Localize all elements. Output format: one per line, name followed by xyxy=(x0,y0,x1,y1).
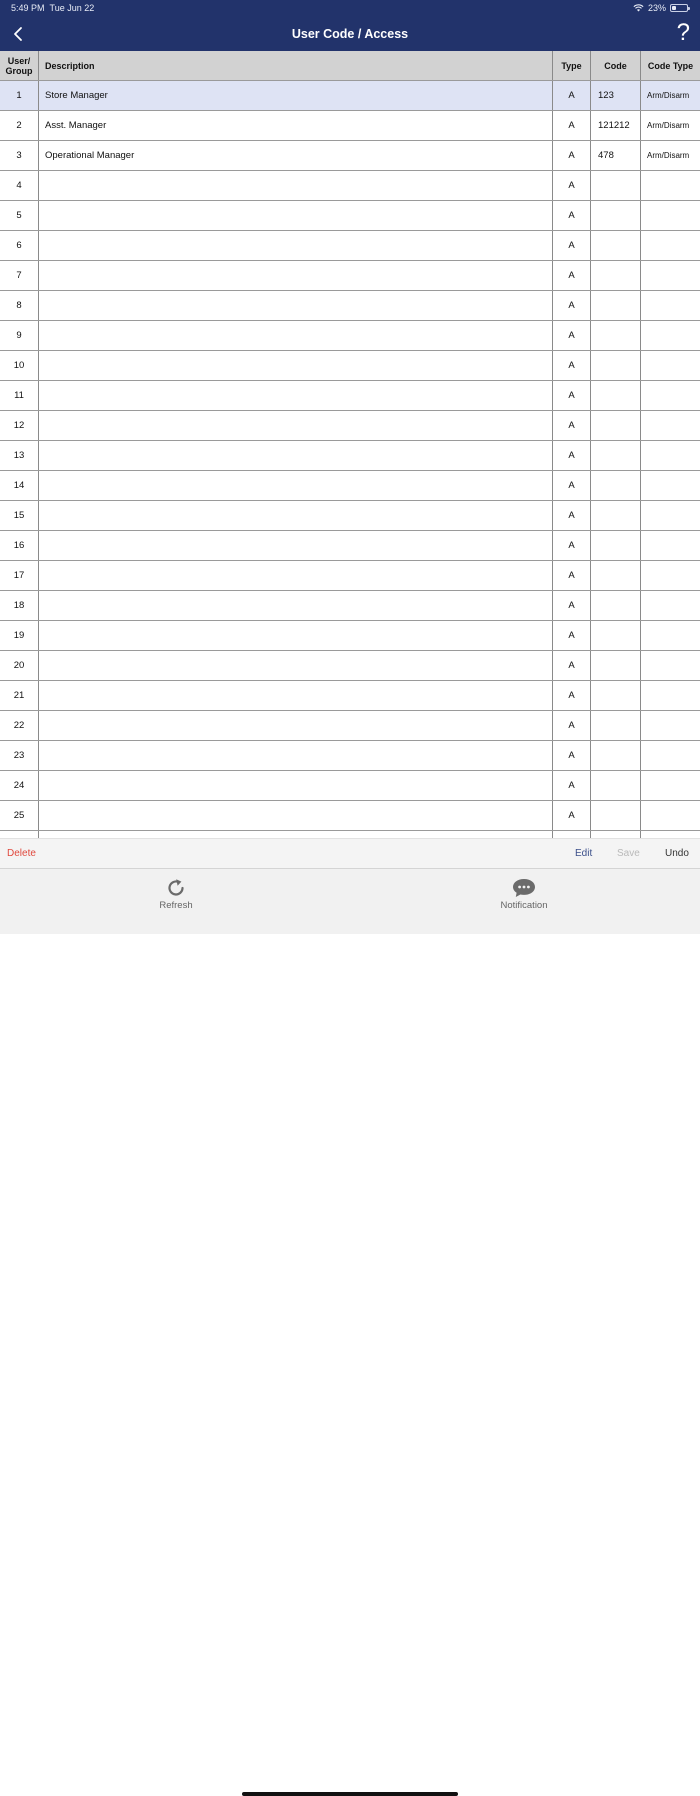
cell-code-type xyxy=(640,351,700,380)
table-row[interactable] xyxy=(0,741,700,771)
cell-description xyxy=(38,771,552,800)
wifi-icon xyxy=(633,4,644,12)
table-row[interactable] xyxy=(0,201,700,231)
status-bar-right xyxy=(633,3,688,13)
cell-description xyxy=(38,411,552,440)
cell-description xyxy=(38,651,552,680)
cell-user-group: 9 xyxy=(16,330,22,341)
cell-type: A xyxy=(552,201,590,230)
delete-button[interactable]: Delete xyxy=(7,848,36,859)
cell-code-type: Arm/Disarm xyxy=(640,81,700,110)
tab-refresh-label: Refresh xyxy=(159,900,193,911)
cell-type: A xyxy=(552,411,590,440)
cell-code xyxy=(590,231,640,260)
table-body xyxy=(0,81,700,861)
cell-description xyxy=(38,381,552,410)
navigation-bar xyxy=(0,0,700,51)
bottom-tab-bar xyxy=(0,868,700,934)
cell-type: A xyxy=(552,561,590,590)
cell-description xyxy=(38,621,552,650)
header-user-line2: Group xyxy=(5,65,33,76)
cell-code xyxy=(590,651,640,680)
cell-code-type xyxy=(640,471,700,500)
table-row[interactable] xyxy=(0,711,700,741)
cell-description xyxy=(38,531,552,560)
cell-code xyxy=(590,171,640,200)
cell-description xyxy=(38,291,552,320)
cell-type: A xyxy=(552,801,590,830)
table-row[interactable] xyxy=(0,261,700,291)
cell-code-type xyxy=(640,411,700,440)
battery-percent: 23% xyxy=(647,3,666,13)
cell-user-group: 15 xyxy=(13,510,25,521)
cell-description: Store Manager xyxy=(38,81,552,110)
battery-icon xyxy=(670,4,688,12)
tab-refresh[interactable] xyxy=(131,877,221,911)
cell-type: A xyxy=(552,591,590,620)
edit-button[interactable]: Edit xyxy=(575,848,593,859)
cell-user-group: 18 xyxy=(13,600,25,611)
cell-type: A xyxy=(552,261,590,290)
cell-description: Asst. Manager xyxy=(38,111,552,140)
cell-code xyxy=(590,741,640,770)
cell-code-type xyxy=(640,261,700,290)
cell-user-group: 17 xyxy=(13,570,25,581)
cell-description xyxy=(38,321,552,350)
table-row[interactable] xyxy=(0,81,700,111)
cell-code-type xyxy=(640,291,700,320)
cell-code xyxy=(590,411,640,440)
header-code: Code xyxy=(590,51,640,80)
cell-code-type xyxy=(640,801,700,830)
cell-description xyxy=(38,471,552,500)
cell-code-type xyxy=(640,201,700,230)
tab-notification-label: Notification xyxy=(500,900,548,911)
cell-code: 123 xyxy=(590,81,640,110)
table-row[interactable] xyxy=(0,801,700,831)
home-indicator xyxy=(242,1792,458,1796)
table-row[interactable] xyxy=(0,171,700,201)
cell-code xyxy=(590,351,640,380)
table-row[interactable] xyxy=(0,501,700,531)
cell-user-group: 11 xyxy=(14,390,24,401)
cell-code xyxy=(590,381,640,410)
help-button[interactable]: ? xyxy=(676,19,690,46)
cell-type: A xyxy=(552,291,590,320)
cell-type: A xyxy=(552,471,590,500)
cell-description xyxy=(38,801,552,830)
cell-code-type xyxy=(640,381,700,410)
cell-user-group: 22 xyxy=(13,720,25,731)
cell-user-group: 4 xyxy=(16,180,22,191)
cell-type: A xyxy=(552,501,590,530)
cell-code xyxy=(590,501,640,530)
cell-code-type xyxy=(640,531,700,560)
cell-user-group: 5 xyxy=(16,210,22,221)
cell-type: A xyxy=(552,81,590,110)
cell-code-type xyxy=(640,561,700,590)
cell-description xyxy=(38,741,552,770)
cell-description: Operational Manager xyxy=(38,141,552,170)
undo-button[interactable]: Undo xyxy=(665,848,689,859)
cell-description xyxy=(38,711,552,740)
cell-user-group: 16 xyxy=(13,540,25,551)
cell-code-type: Arm/Disarm xyxy=(640,111,700,140)
table-row[interactable] xyxy=(0,231,700,261)
cell-code xyxy=(590,201,640,230)
table-row[interactable] xyxy=(0,681,700,711)
tab-notification[interactable] xyxy=(479,877,569,911)
cell-code xyxy=(590,801,640,830)
cell-type: A xyxy=(552,111,590,140)
table-row[interactable] xyxy=(0,351,700,381)
cell-code: 121212 xyxy=(590,111,640,140)
cell-type: A xyxy=(552,681,590,710)
cell-type: A xyxy=(552,171,590,200)
cell-type: A xyxy=(552,711,590,740)
cell-code-type xyxy=(640,771,700,800)
cell-user-group: 6 xyxy=(16,240,22,251)
status-bar-time xyxy=(11,3,94,13)
page-title: User Code / Access xyxy=(291,27,409,41)
cell-description xyxy=(38,561,552,590)
table-row[interactable] xyxy=(0,531,700,561)
header-user-line1: User/ xyxy=(7,55,31,66)
cell-description xyxy=(38,351,552,380)
cell-user-group: 25 xyxy=(13,810,25,821)
cell-user-group: 7 xyxy=(16,270,22,281)
cell-code-type xyxy=(640,741,700,770)
cell-code xyxy=(590,681,640,710)
cell-code xyxy=(590,591,640,620)
chat-bubble-icon xyxy=(511,877,537,899)
cell-code-type: Arm/Disarm xyxy=(640,141,700,170)
cell-code-type xyxy=(640,231,700,260)
cell-type: A xyxy=(552,231,590,260)
cell-user-group: 20 xyxy=(13,660,25,671)
cell-code-type xyxy=(640,621,700,650)
cell-code-type xyxy=(640,321,700,350)
cell-user-group: 10 xyxy=(13,360,25,371)
cell-code-type xyxy=(640,711,700,740)
cell-code xyxy=(590,771,640,800)
cell-code: 478 xyxy=(590,141,640,170)
cell-description xyxy=(38,441,552,470)
cell-user-group: 14 xyxy=(13,480,25,491)
table-row[interactable] xyxy=(0,651,700,681)
refresh-icon xyxy=(163,877,189,899)
table-row[interactable] xyxy=(0,441,700,471)
cell-description xyxy=(38,591,552,620)
cell-user-group: 21 xyxy=(13,690,25,701)
user-code-table xyxy=(0,51,700,838)
table-row[interactable] xyxy=(0,591,700,621)
cell-code-type xyxy=(640,651,700,680)
table-row[interactable] xyxy=(0,381,700,411)
cell-type: A xyxy=(552,351,590,380)
cell-user-group: 8 xyxy=(16,300,22,311)
cell-description xyxy=(38,501,552,530)
cell-type: A xyxy=(552,321,590,350)
header-code-type: Code Type xyxy=(640,51,700,80)
cell-code-type xyxy=(640,441,700,470)
cell-code xyxy=(590,261,640,290)
cell-code xyxy=(590,711,640,740)
status-date: Tue Jun 22 xyxy=(49,3,95,13)
cell-code-type xyxy=(640,501,700,530)
cell-user-group: 12 xyxy=(13,420,25,431)
cell-type: A xyxy=(552,771,590,800)
cell-user-group: 1 xyxy=(16,90,22,101)
cell-type: A xyxy=(552,381,590,410)
cell-code xyxy=(590,291,640,320)
cell-type: A xyxy=(552,141,590,170)
table-row[interactable] xyxy=(0,141,700,171)
action-bar xyxy=(0,838,700,868)
cell-user-group: 19 xyxy=(13,630,25,641)
header-user-group xyxy=(0,51,38,80)
table-row[interactable] xyxy=(0,111,700,141)
cell-code-type xyxy=(640,171,700,200)
table-row[interactable] xyxy=(0,561,700,591)
cell-description xyxy=(38,201,552,230)
cell-user-group: 23 xyxy=(13,750,25,761)
header-description: Description xyxy=(38,51,552,80)
cell-type: A xyxy=(552,441,590,470)
cell-type: A xyxy=(552,651,590,680)
cell-code xyxy=(590,561,640,590)
table-header xyxy=(0,51,700,81)
status-time: 5:49 PM xyxy=(11,3,45,13)
cell-description xyxy=(38,681,552,710)
cell-user-group: 3 xyxy=(16,150,22,161)
cell-description xyxy=(38,261,552,290)
table-row[interactable] xyxy=(0,471,700,501)
cell-code xyxy=(590,441,640,470)
cell-user-group: 13 xyxy=(13,450,25,461)
header-type: Type xyxy=(552,51,590,80)
table-row[interactable] xyxy=(0,771,700,801)
cell-user-group: 2 xyxy=(16,120,22,131)
cell-type: A xyxy=(552,531,590,560)
cell-description xyxy=(38,171,552,200)
table-row[interactable] xyxy=(0,621,700,651)
cell-code-type xyxy=(640,591,700,620)
cell-type: A xyxy=(552,621,590,650)
table-row[interactable] xyxy=(0,291,700,321)
cell-description xyxy=(38,231,552,260)
table-row[interactable] xyxy=(0,411,700,441)
cell-code xyxy=(590,471,640,500)
cell-type: A xyxy=(552,741,590,770)
cell-code xyxy=(590,621,640,650)
cell-code xyxy=(590,531,640,560)
cell-code xyxy=(590,321,640,350)
cell-user-group: 24 xyxy=(13,780,25,791)
save-button[interactable]: Save xyxy=(617,848,640,859)
cell-code-type xyxy=(640,681,700,710)
table-row[interactable] xyxy=(0,321,700,351)
